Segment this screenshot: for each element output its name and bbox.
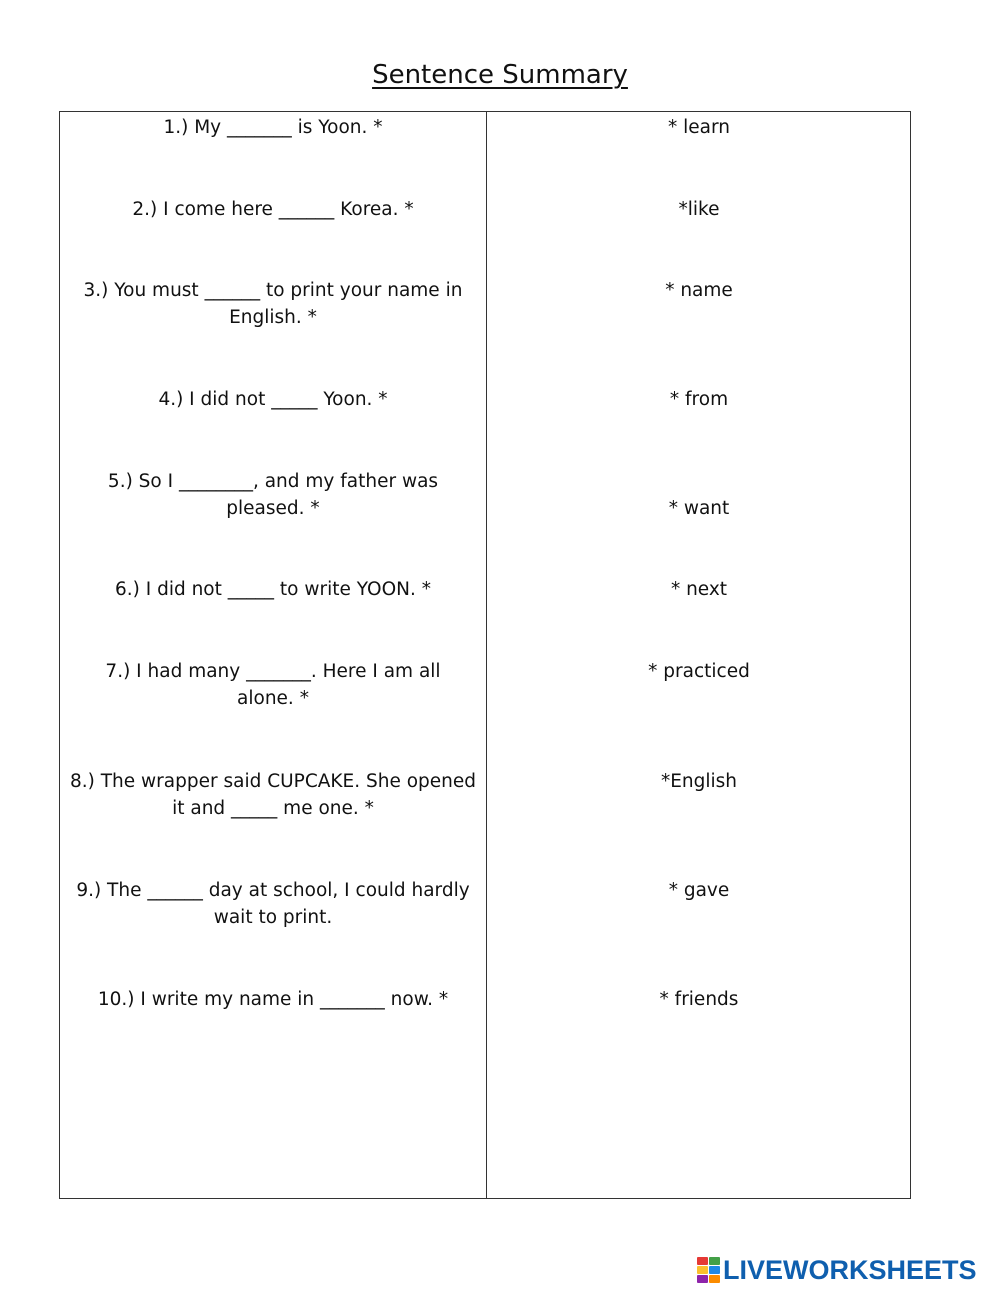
word-10: * friends bbox=[659, 989, 739, 1010]
question-1-line1: 1.) My _______ is Yoon. * bbox=[163, 117, 383, 138]
word-1: * learn bbox=[668, 117, 730, 138]
column-divider bbox=[486, 112, 487, 1198]
question-10-line1: 10.) I write my name in _______ now. * bbox=[97, 989, 449, 1010]
question-4 bbox=[66, 386, 480, 413]
question-4-line1: 4.) I did not _____ Yoon. * bbox=[158, 389, 388, 410]
question-5-line1: 5.) So I ________, and my father was bbox=[107, 471, 439, 492]
question-5 bbox=[66, 468, 480, 522]
word-6: * next bbox=[670, 579, 728, 600]
logo-block bbox=[709, 1266, 720, 1274]
question-2-line1: 2.) I come here ______ Korea. * bbox=[132, 199, 414, 220]
logo-block bbox=[697, 1257, 708, 1265]
worksheet-table bbox=[59, 111, 911, 1199]
word-2: *like bbox=[678, 199, 720, 220]
question-2 bbox=[66, 196, 480, 223]
question-8-line2: it and _____ me one. * bbox=[172, 798, 374, 819]
word-3: * name bbox=[665, 280, 733, 301]
question-1 bbox=[66, 114, 480, 141]
question-6 bbox=[66, 576, 480, 603]
worksheet-title: Sentence Summary bbox=[372, 60, 628, 90]
question-8-line1: 8.) The wrapper said CUPCAKE. She opened bbox=[70, 771, 476, 792]
logo-block bbox=[709, 1275, 720, 1283]
logo-block bbox=[697, 1266, 708, 1274]
question-7-line1: 7.) I had many _______. Here I am all bbox=[105, 661, 441, 682]
question-7-line2: alone. * bbox=[237, 688, 309, 709]
word-9: * gave bbox=[668, 880, 730, 901]
question-6-line1: 6.) I did not _____ to write YOON. * bbox=[114, 579, 431, 600]
question-10 bbox=[66, 986, 480, 1013]
question-9 bbox=[66, 877, 480, 931]
word-7: * practiced bbox=[648, 661, 750, 682]
question-3-line1: 3.) You must ______ to print your name in bbox=[83, 280, 463, 301]
question-3-line2: English. * bbox=[229, 307, 317, 328]
word-5: * want bbox=[668, 498, 730, 519]
logo-text: LIVEWORKSHEETS bbox=[723, 1255, 977, 1285]
word-4: * from bbox=[669, 389, 729, 410]
liveworksheets-logo bbox=[697, 1256, 977, 1284]
question-7 bbox=[66, 658, 480, 712]
logo-blocks-icon bbox=[697, 1257, 720, 1283]
question-3 bbox=[66, 277, 480, 331]
logo-block bbox=[709, 1257, 720, 1265]
question-8 bbox=[66, 768, 480, 822]
word-8: *English bbox=[660, 771, 738, 792]
question-9-line2: wait to print. bbox=[213, 907, 333, 928]
logo-block bbox=[697, 1275, 708, 1283]
question-9-line1: 9.) The ______ day at school, I could hardly bbox=[76, 880, 470, 901]
question-5-line2: pleased. * bbox=[226, 498, 320, 519]
